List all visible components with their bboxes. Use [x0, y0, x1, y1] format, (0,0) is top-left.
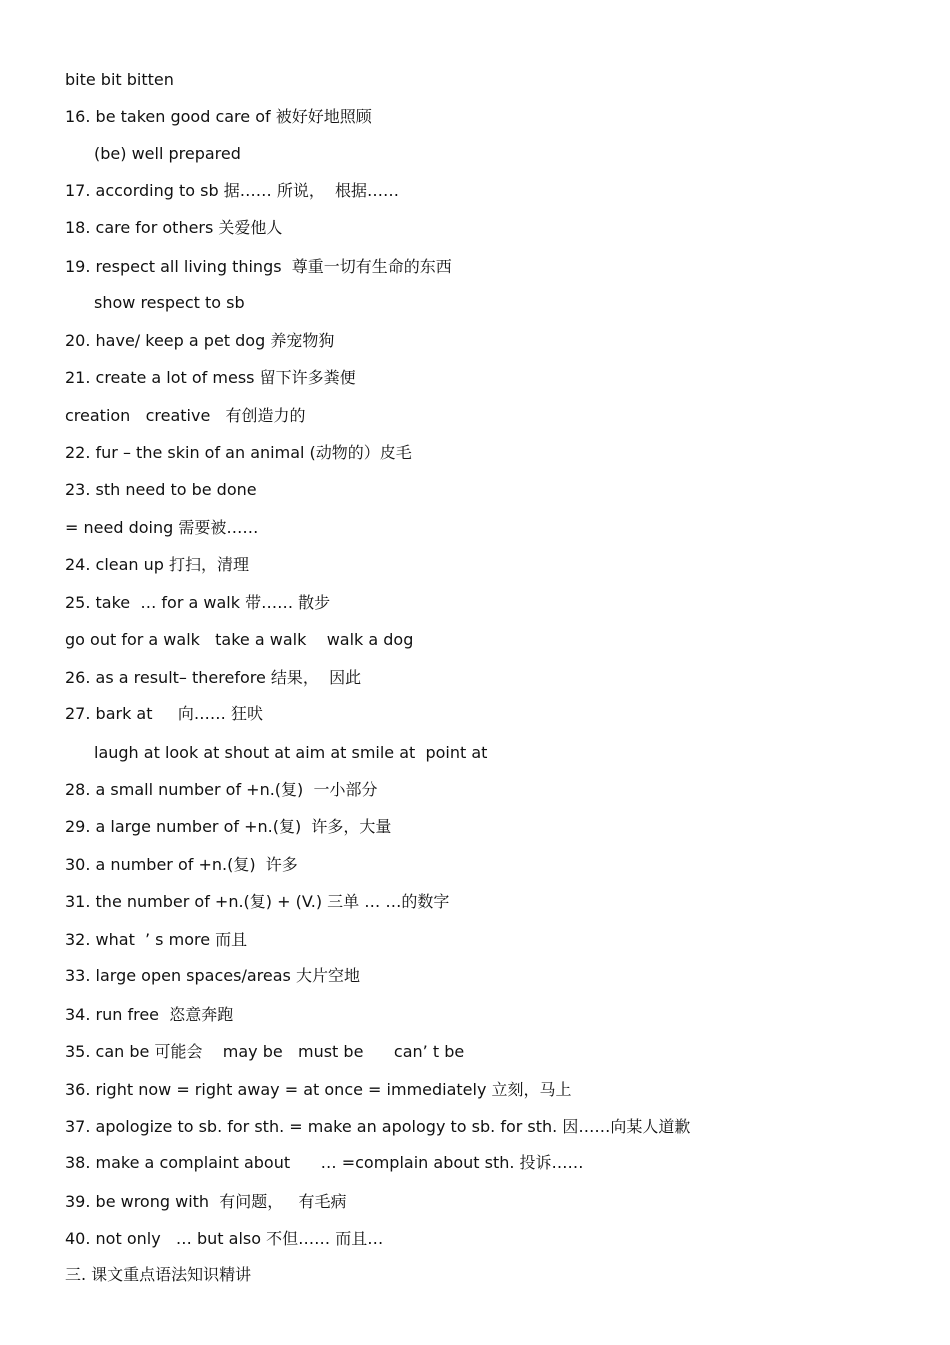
text-line: 26. as a result– therefore 结果， 因此	[65, 668, 362, 687]
text-line: 18. care for others 关爱他人	[65, 218, 283, 237]
text-line: 22. fur – the skin of an animal (动物的）皮毛	[65, 443, 412, 462]
text-line: 30. a number of +n.(复) 许多	[65, 855, 298, 874]
text-line: 24. clean up 打扫，清理	[65, 555, 250, 574]
section-heading: 三. 课文重点语法知识精讲	[65, 1265, 252, 1284]
text-line: laugh at look at shout at aim at smile at point at	[94, 743, 488, 762]
text-line: = need doing 需要被……	[65, 518, 259, 537]
text-line: 34. run free 恣意奔跑	[65, 1005, 234, 1024]
text-line: 27. bark at 向…… 狂吠	[65, 704, 264, 723]
text-line: 35. can be 可能会 may be must be can’ t be	[65, 1042, 465, 1061]
text-line: 23. sth need to be done	[65, 480, 257, 499]
text-line: creation creative 有创造力的	[65, 406, 306, 425]
text-line: 31. the number of +n.(复) + (V.) 三单 … …的数字	[65, 892, 450, 911]
text-line: 36. right now = right away = at once = immediately 立刻，马上	[65, 1080, 572, 1099]
text-line: 38. make a complaint about … =complain about sth. 投诉……	[65, 1153, 584, 1172]
text-line: go out for a walk take a walk walk a dog	[65, 630, 414, 649]
text-line: 40. not only … but also 不但…… 而且…	[65, 1229, 384, 1248]
text-line: 16. be taken good care of 被好好地照顾	[65, 107, 372, 126]
text-line: 37. apologize to sb. for sth. = make an apology to sb. for sth. 因……向某人道歉	[65, 1117, 691, 1136]
text-line: 28. a small number of +n.(复) 一小部分	[65, 780, 378, 799]
text-line: 17. according to sb 据…… 所说， 根据……	[65, 181, 399, 200]
text-line: 19. respect all living things 尊重一切有生命的东西	[65, 257, 452, 276]
text-line: (be) well prepared	[94, 144, 241, 163]
text-line: 39. be wrong with 有问题， 有毛病	[65, 1192, 347, 1211]
text-line: 21. create a lot of mess 留下许多粪便	[65, 368, 356, 387]
text-line: 25. take … for a walk 带…… 散步	[65, 593, 331, 612]
text-line: bite bit bitten	[65, 70, 174, 89]
text-line: 33. large open spaces/areas 大片空地	[65, 966, 360, 985]
text-line: 20. have/ keep a pet dog 养宠物狗	[65, 331, 335, 350]
text-line: 32. what ’ s more 而且	[65, 930, 248, 949]
text-line: show respect to sb	[94, 293, 245, 312]
text-line: 29. a large number of +n.(复) 许多，大量	[65, 817, 392, 836]
